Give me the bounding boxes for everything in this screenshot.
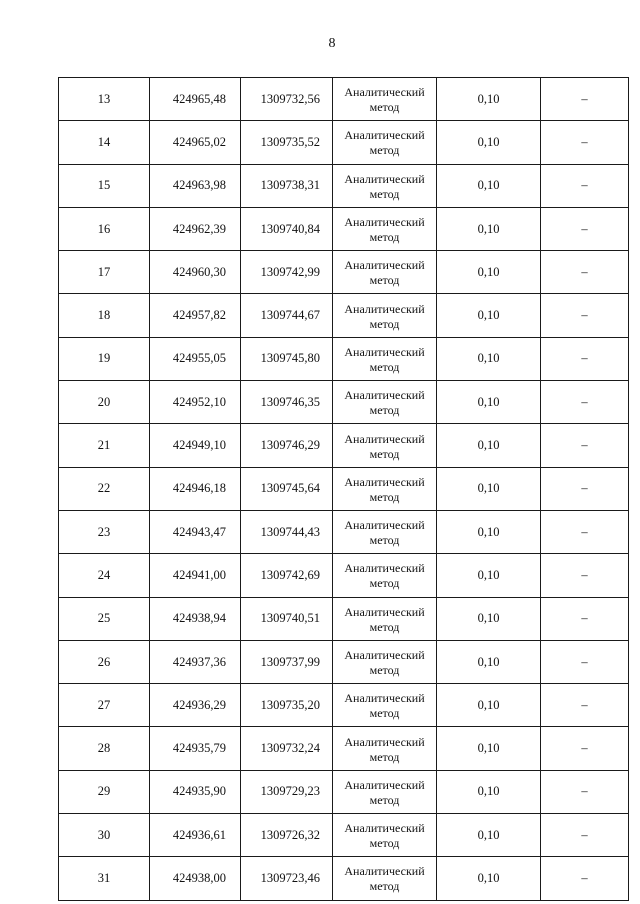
table-row	[59, 727, 629, 770]
table-row	[59, 424, 629, 467]
x-coordinate-cell: 424936,61	[150, 814, 241, 857]
x-coordinate-cell: 424943,47	[150, 510, 241, 553]
accuracy-cell: 0,10	[437, 727, 541, 770]
accuracy-cell: 0,10	[437, 251, 541, 294]
y-coordinate-cell: 1309745,64	[241, 467, 333, 510]
y-coordinate-cell: 1309746,35	[241, 381, 333, 424]
x-coordinate-cell: 424941,00	[150, 554, 241, 597]
y-coordinate-cell: 1309732,24	[241, 727, 333, 770]
accuracy-cell: 0,10	[437, 164, 541, 207]
method-line-1: Аналитический	[344, 388, 425, 403]
method-cell	[333, 554, 437, 597]
method-line-2: метод	[369, 186, 400, 201]
note-cell: –	[541, 510, 629, 553]
y-coordinate-cell: 1309744,67	[241, 294, 333, 337]
x-coordinate-cell: 424935,79	[150, 727, 241, 770]
accuracy-cell: 0,10	[437, 814, 541, 857]
point-number-cell: 24	[59, 554, 150, 597]
note-cell: –	[541, 640, 629, 683]
table-row	[59, 857, 629, 900]
point-number-cell: 28	[59, 727, 150, 770]
method-line-1: Аналитический	[344, 474, 425, 489]
method-cell	[333, 510, 437, 553]
x-coordinate-cell: 424952,10	[150, 381, 241, 424]
note-cell: –	[541, 251, 629, 294]
accuracy-cell: 0,10	[437, 684, 541, 727]
accuracy-cell: 0,10	[437, 857, 541, 900]
x-coordinate-cell: 424960,30	[150, 251, 241, 294]
method-line-1: Аналитический	[344, 648, 425, 662]
table-row	[59, 294, 629, 337]
page-number: 8	[328, 36, 336, 51]
note-cell: –	[541, 294, 629, 337]
method-cell	[333, 337, 437, 380]
point-number-cell: 17	[59, 251, 150, 294]
note-cell: –	[541, 424, 629, 467]
method-line-2: метод	[369, 316, 400, 331]
method-line-2: метод	[369, 143, 400, 158]
accuracy-cell: 0,10	[437, 121, 541, 164]
method-cell	[333, 597, 437, 640]
method-cell	[333, 78, 437, 121]
accuracy-cell: 0,10	[437, 770, 541, 813]
method-cell	[333, 727, 437, 770]
method-line-2: метод	[369, 403, 400, 418]
method-line-2: метод	[369, 446, 400, 461]
method-line-2: метод	[369, 100, 400, 115]
note-cell: –	[541, 381, 629, 424]
point-number-cell: 16	[59, 207, 150, 250]
point-number-cell: 14	[59, 121, 150, 164]
point-number-cell: 23	[59, 510, 150, 553]
method-line-2: метод	[369, 273, 400, 288]
method-line-1: Аналитический	[344, 734, 425, 749]
table-row	[59, 640, 629, 683]
method-line-1: Аналитический	[344, 344, 425, 359]
method-line-2: метод	[369, 749, 400, 764]
accuracy-cell: 0,10	[437, 337, 541, 380]
note-cell: –	[541, 727, 629, 770]
point-number-cell: 27	[59, 684, 150, 727]
y-coordinate-cell: 1309738,31	[241, 164, 333, 207]
accuracy-cell: 0,10	[437, 640, 541, 683]
method-line-2: метод	[369, 879, 400, 894]
table-row	[59, 337, 629, 380]
accuracy-cell: 0,10	[437, 78, 541, 121]
point-number-cell: 15	[59, 164, 150, 207]
y-coordinate-cell: 1309726,32	[241, 814, 333, 857]
method-cell	[333, 294, 437, 337]
point-number-cell: 19	[59, 337, 150, 380]
y-coordinate-cell: 1309735,20	[241, 684, 333, 727]
table-row	[59, 554, 629, 597]
note-cell: –	[541, 770, 629, 813]
y-coordinate-cell: 1309735,52	[241, 121, 333, 164]
x-coordinate-cell: 424938,00	[150, 857, 241, 900]
point-number-cell: 29	[59, 770, 150, 813]
method-cell	[333, 640, 437, 683]
note-cell: –	[541, 857, 629, 900]
method-line-1: Аналитический	[344, 561, 425, 576]
method-line-1: Аналитический	[344, 691, 425, 706]
method-line-1: Аналитический	[344, 518, 425, 533]
method-line-2: метод	[369, 663, 400, 677]
method-line-2: метод	[369, 576, 400, 591]
table-row	[59, 510, 629, 553]
point-number-cell: 13	[59, 78, 150, 121]
x-coordinate-cell: 424946,18	[150, 467, 241, 510]
method-line-2: метод	[369, 359, 400, 374]
x-coordinate-cell: 424965,02	[150, 121, 241, 164]
method-line-2: метод	[369, 836, 400, 851]
note-cell: –	[541, 814, 629, 857]
y-coordinate-cell: 1309723,46	[241, 857, 333, 900]
accuracy-cell: 0,10	[437, 554, 541, 597]
note-cell: –	[541, 207, 629, 250]
table-row	[59, 207, 629, 250]
method-line-2: метод	[369, 533, 400, 548]
point-number-cell: 31	[59, 857, 150, 900]
accuracy-cell: 0,10	[437, 294, 541, 337]
method-line-2: метод	[369, 706, 400, 721]
coordinates-table-body	[59, 78, 629, 901]
accuracy-cell: 0,10	[437, 207, 541, 250]
method-line-1: Аналитический	[344, 301, 425, 316]
x-coordinate-cell: 424962,39	[150, 207, 241, 250]
method-cell	[333, 467, 437, 510]
method-line-1: Аналитический	[344, 171, 425, 186]
point-number-cell: 21	[59, 424, 150, 467]
note-cell: –	[541, 467, 629, 510]
point-number-cell: 20	[59, 381, 150, 424]
x-coordinate-cell: 424935,90	[150, 770, 241, 813]
method-line-2: метод	[369, 792, 400, 807]
method-line-1: Аналитический	[344, 85, 425, 100]
table-row	[59, 684, 629, 727]
accuracy-cell: 0,10	[437, 467, 541, 510]
note-cell: –	[541, 121, 629, 164]
y-coordinate-cell: 1309737,99	[241, 640, 333, 683]
method-line-1: Аналитический	[344, 431, 425, 446]
method-cell	[333, 251, 437, 294]
x-coordinate-cell: 424957,82	[150, 294, 241, 337]
method-cell	[333, 381, 437, 424]
y-coordinate-cell: 1309740,51	[241, 597, 333, 640]
table-row	[59, 814, 629, 857]
method-cell	[333, 207, 437, 250]
table-row	[59, 121, 629, 164]
method-line-1: Аналитический	[344, 777, 425, 792]
table-row	[59, 467, 629, 510]
x-coordinate-cell: 424965,48	[150, 78, 241, 121]
x-coordinate-cell: 424937,36	[150, 640, 241, 683]
method-cell	[333, 814, 437, 857]
y-coordinate-cell: 1309746,29	[241, 424, 333, 467]
y-coordinate-cell: 1309744,43	[241, 510, 333, 553]
accuracy-cell: 0,10	[437, 381, 541, 424]
note-cell: –	[541, 684, 629, 727]
note-cell: –	[541, 597, 629, 640]
point-number-cell: 25	[59, 597, 150, 640]
y-coordinate-cell: 1309742,69	[241, 554, 333, 597]
method-cell	[333, 164, 437, 207]
y-coordinate-cell: 1309742,99	[241, 251, 333, 294]
note-cell: –	[541, 164, 629, 207]
x-coordinate-cell: 424936,29	[150, 684, 241, 727]
method-line-1: Аналитический	[344, 604, 425, 619]
y-coordinate-cell: 1309732,56	[241, 78, 333, 121]
note-cell: –	[541, 554, 629, 597]
table-row	[59, 251, 629, 294]
method-line-2: метод	[369, 489, 400, 504]
x-coordinate-cell: 424938,94	[150, 597, 241, 640]
note-cell: –	[541, 337, 629, 380]
method-line-2: метод	[369, 230, 400, 245]
table-row	[59, 78, 629, 121]
method-cell	[333, 424, 437, 467]
table-row	[59, 164, 629, 207]
method-cell	[333, 857, 437, 900]
point-number-cell: 18	[59, 294, 150, 337]
point-number-cell: 26	[59, 640, 150, 683]
y-coordinate-cell: 1309745,80	[241, 337, 333, 380]
method-cell	[333, 684, 437, 727]
point-number-cell: 30	[59, 814, 150, 857]
method-cell	[333, 121, 437, 164]
method-line-1: Аналитический	[344, 215, 425, 230]
point-number-cell: 22	[59, 467, 150, 510]
table-row	[59, 770, 629, 813]
coordinates-table	[58, 77, 629, 901]
table-row	[59, 597, 629, 640]
x-coordinate-cell: 424963,98	[150, 164, 241, 207]
y-coordinate-cell: 1309740,84	[241, 207, 333, 250]
method-line-2: метод	[369, 619, 400, 634]
x-coordinate-cell: 424949,10	[150, 424, 241, 467]
x-coordinate-cell: 424955,05	[150, 337, 241, 380]
method-line-1: Аналитический	[344, 864, 425, 879]
method-cell	[333, 770, 437, 813]
y-coordinate-cell: 1309729,23	[241, 770, 333, 813]
accuracy-cell: 0,10	[437, 424, 541, 467]
table-row	[59, 381, 629, 424]
note-cell: –	[541, 78, 629, 121]
method-line-1: Аналитический	[344, 258, 425, 273]
accuracy-cell: 0,10	[437, 597, 541, 640]
method-line-1: Аналитический	[344, 821, 425, 836]
accuracy-cell: 0,10	[437, 510, 541, 553]
method-line-1: Аналитический	[344, 128, 425, 143]
